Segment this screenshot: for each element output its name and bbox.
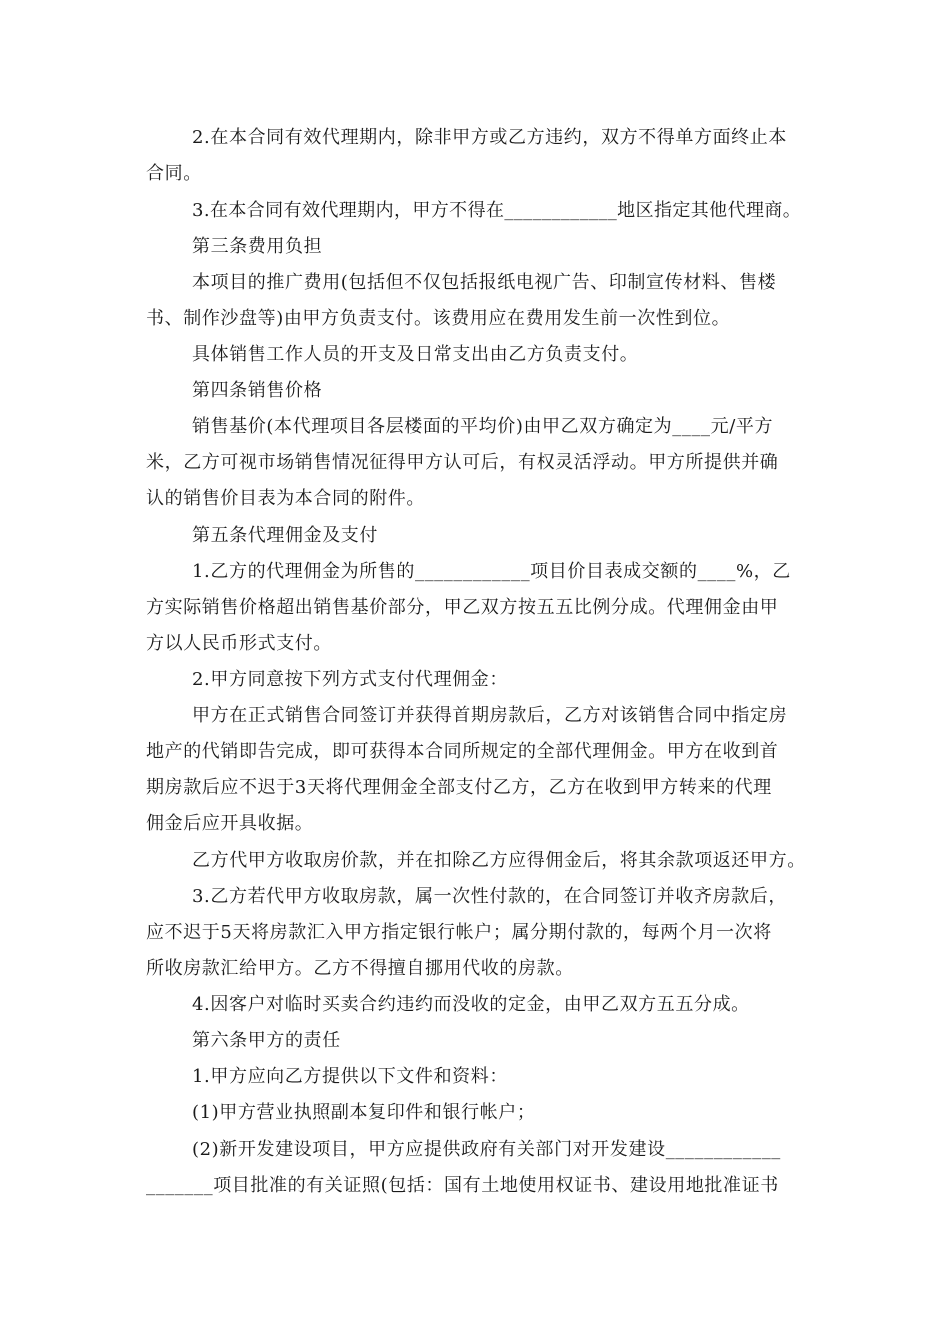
- text-line: 乙方代甲方收取房价款，并在扣除乙方应得佣金后，将其余款项返还甲方。: [192, 850, 806, 871]
- text-line: 方以人民币形式支付。: [146, 633, 332, 654]
- text-line: 3.在本合同有效代理期内，甲方不得在____________地区指定其他代理商。: [192, 200, 802, 221]
- text-line: 2.甲方同意按下列方式支付代理佣金：: [192, 669, 508, 690]
- text-line: 本项目的推广费用(包括但不仅包括报纸电视广告、印制宣传材料、售楼: [192, 272, 777, 293]
- text-line: 佣金后应开具收据。: [146, 813, 314, 834]
- text-line: 合同。: [146, 163, 202, 184]
- text-line: 4.因客户对临时买卖合约违约而没收的定金，由甲乙双方五五分成。: [192, 994, 750, 1015]
- section-heading: 第六条甲方的责任: [192, 1030, 341, 1051]
- text-line: (1)甲方营业执照副本复印件和银行帐户；: [192, 1102, 536, 1123]
- section-heading: 第五条代理佣金及支付: [192, 525, 378, 546]
- text-line: 应不迟于5天将房款汇入甲方指定银行帐户；属分期付款的，每两个月一次将: [146, 922, 772, 943]
- section-heading: 第三条费用负担: [192, 236, 323, 257]
- text-line: 所收房款汇给甲方。乙方不得擅自挪用代收的房款。: [146, 958, 574, 979]
- text-line: 1.乙方的代理佣金为所售的____________项目价目表成交额的____%，乙: [192, 561, 791, 582]
- text-line: 具体销售工作人员的开支及日常支出由乙方负责支付。: [192, 344, 639, 365]
- text-line: 甲方在正式销售合同签订并获得首期房款后，乙方对该销售合同中指定房: [192, 705, 788, 726]
- text-line: 3.乙方若代甲方收取房款，属一次性付款的，在合同签订并收齐房款后，: [192, 886, 787, 907]
- text-line: 1.甲方应向乙方提供以下文件和资料：: [192, 1066, 508, 1087]
- text-line: _______项目批准的有关证照(包括：国有土地使用权证书、建设用地批准证书: [146, 1175, 779, 1196]
- text-line: 2.在本合同有效代理期内，除非甲方或乙方违约，双方不得单方面终止本: [192, 127, 787, 148]
- text-line: 书、制作沙盘等)由甲方负责支付。该费用应在费用发生前一次性到位。: [146, 308, 731, 329]
- text-line: 米，乙方可视市场销售情况征得甲方认可后，有权灵活浮动。甲方所提供并确: [146, 452, 779, 473]
- text-line: 方实际销售价格超出销售基价部分，甲乙双方按五五比例分成。代理佣金由甲: [146, 597, 779, 618]
- text-line: 地产的代销即告完成，即可获得本合同所规定的全部代理佣金。甲方在收到首: [146, 741, 779, 762]
- text-line: 期房款后应不迟于3天将代理佣金全部支付乙方，乙方在收到甲方转来的代理: [146, 777, 772, 798]
- section-heading: 第四条销售价格: [192, 380, 323, 401]
- text-line: (2)新开发建设项目，甲方应提供政府有关部门对开发建设____________: [192, 1139, 781, 1160]
- text-line: 认的销售价目表为本合同的附件。: [146, 488, 425, 509]
- text-line: 销售基价(本代理项目各层楼面的平均价)由甲乙双方确定为____元/平方: [192, 416, 774, 437]
